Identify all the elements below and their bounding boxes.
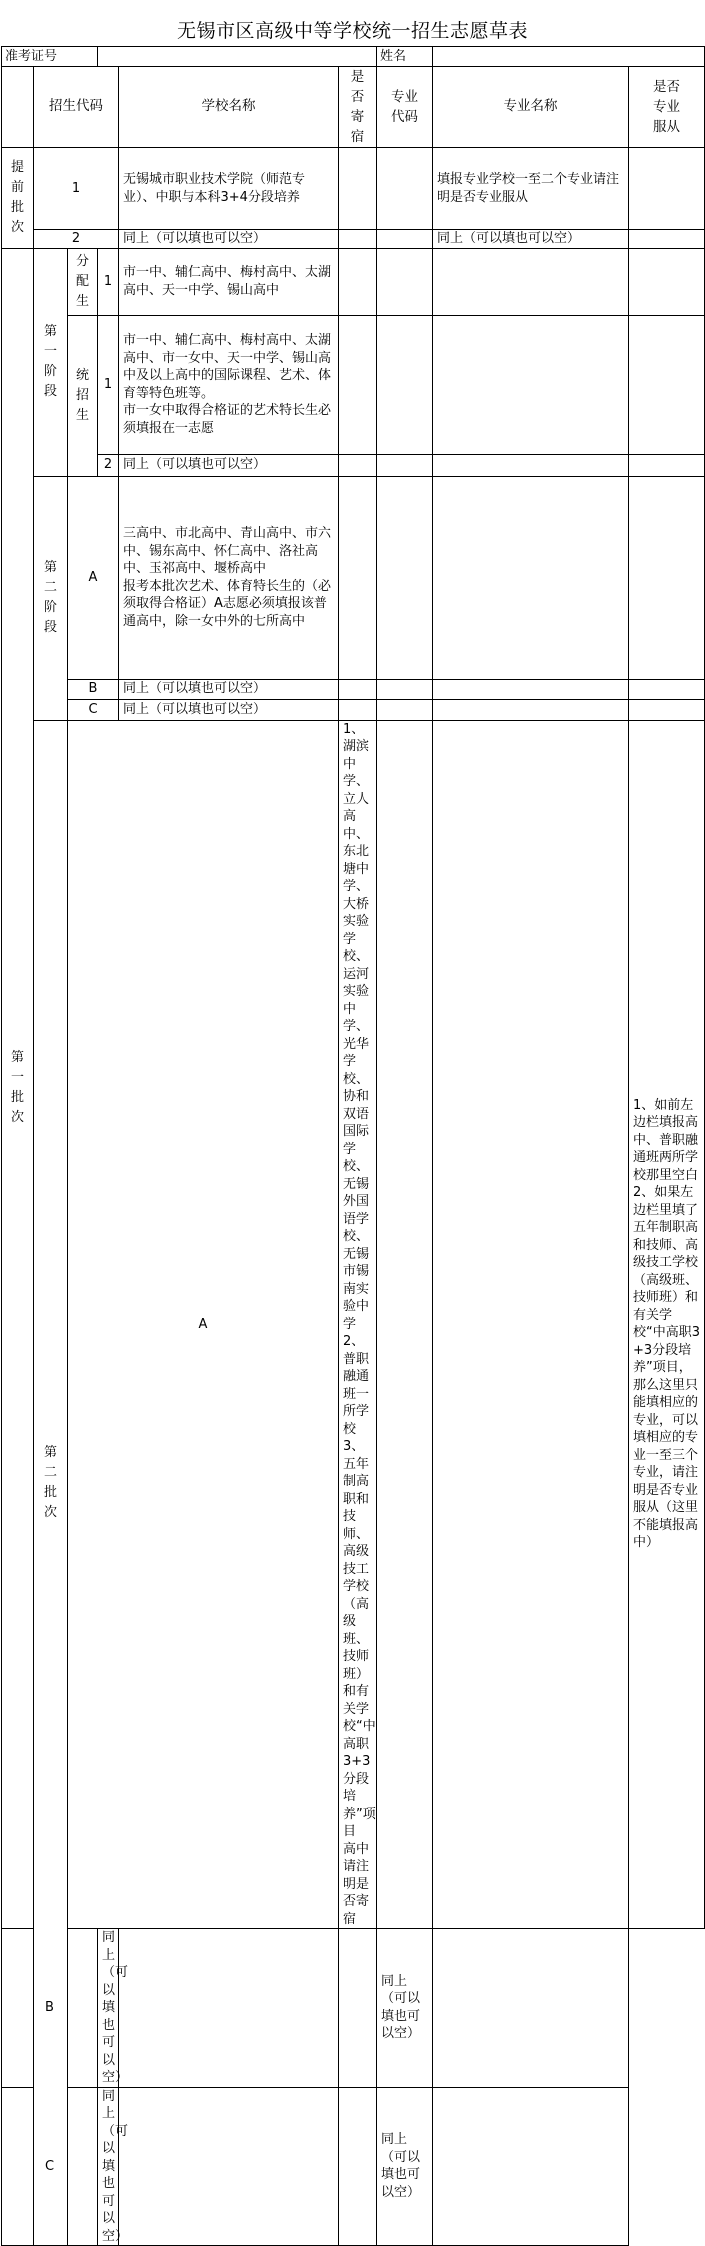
boarding-cell[interactable] [119,1929,339,2088]
boarding-cell[interactable] [119,2087,339,2246]
batch2-a-school-line-2: 2、普职融通班一所学校 [343,1334,370,1437]
batch2-a-school-line-4: 高中请注明是否寄宿 [343,1841,370,1927]
exam-id-label: 准考证号 [2,47,98,67]
obey-cell[interactable] [433,1929,629,2088]
batch1-tongzhao-row [2,315,705,454]
batch1-fenpei-row [2,248,705,315]
batch2-c-school[interactable]: 同上（可以填也可以空） [98,2087,119,2246]
batch2-c-code: C [2,2087,98,2246]
tongzhao-code: 1 [98,315,119,454]
header-school: 学校名称 [119,67,339,148]
boarding-cell[interactable] [339,148,377,230]
batch2-a-code: A [68,720,339,1929]
obey-cell[interactable] [433,2087,629,2246]
tongzhao-school-2[interactable]: 同上（可以填也可以空） [119,454,339,476]
early-major-2[interactable]: 同上（可以填也可以空） [433,230,629,249]
header-boarding: 是 否 寄 宿 [339,67,377,148]
boarding-cell[interactable] [339,679,377,699]
batch1-tongzhao-row-2 [2,454,705,476]
tongzhao-school-note: 市一女中取得合格证的艺术特长生必须填报在一志愿 [123,403,332,436]
obey-cell[interactable] [629,248,705,315]
stage2-c-code: C [68,699,119,720]
batch2-b-major[interactable]: 同上（可以填也可以空） [377,1929,433,2088]
early-school-2[interactable]: 同上（可以填也可以空） [119,230,339,249]
batch2-b-row [2,1929,705,2088]
major-code-cell[interactable] [377,230,433,249]
stage2-b-row [2,679,705,699]
stage1-label: 第 一 阶 段 [34,248,68,476]
obey-cell[interactable] [629,679,705,699]
major-code-cell[interactable] [433,720,629,1929]
boarding-cell[interactable] [339,230,377,249]
batch2-a-major-line-2: 2、如果左边栏里填了五年制职高和技师、高级技工学校（高级班、技师班）和有关学校“中高职3+3分段培养”项目，那么这里只能填相应的专业，可以填相应的专业一至三个专业，请注明是否专业服从（这里不能填报高中） [633,1185,701,1551]
batch2-a-school-line-1: 1、湖滨中学、立人高中、东北塘中学、大桥实验学校、运河实验中学、光华学校、协和双语国际学校、无锡外国语学校、无锡市锡南实验中学 [343,721,370,1332]
major-code-cell[interactable] [377,476,433,679]
obey-cell[interactable] [629,454,705,476]
major-name-cell[interactable] [433,315,629,454]
major-name-cell[interactable] [433,476,629,679]
stage2-c-row [2,699,705,720]
fenpei-code: 1 [98,248,119,315]
tongzhao-label: 统 招 生 [68,315,98,476]
header-row [2,67,705,148]
major-code-cell[interactable] [377,454,433,476]
header-code: 招生代码 [34,67,119,148]
major-code-cell[interactable] [377,315,433,454]
early-code-2: 2 [34,230,119,249]
form-title: 无锡市区高级中等学校统一招生志愿草表 [176,20,528,42]
major-code-cell[interactable] [339,2087,377,2246]
name-field[interactable] [433,47,705,67]
obey-cell[interactable] [629,148,705,230]
batch2-c-row [2,2087,705,2246]
header-blank [2,67,34,148]
boarding-cell[interactable] [339,476,377,679]
major-name-cell[interactable] [433,454,629,476]
boarding-cell[interactable] [339,248,377,315]
boarding-cell[interactable] [339,699,377,720]
early-row-1 [2,148,705,230]
header-major-code: 专业 代码 [377,67,433,148]
fenpei-label: 分 配 生 [68,248,98,315]
header-obey: 是否 专业 服从 [629,67,705,148]
fenpei-school[interactable]: 市一中、辅仁高中、梅村高中、太湖高中、天一中学、锡山高中 [119,248,339,315]
major-code-cell[interactable] [377,148,433,230]
batch2-a-major[interactable] [629,720,705,1929]
obey-cell[interactable] [629,315,705,454]
early-school-1[interactable]: 无锡城市职业技术学院（师范专业）、中职与本科3+4分段培养 [119,148,339,230]
major-name-cell[interactable] [433,679,629,699]
batch2-label: 第 二 批 次 [34,720,68,2246]
application-form-table [1,46,705,2246]
name-label: 姓名 [377,47,433,67]
boarding-cell[interactable] [377,720,433,1929]
exam-id-field[interactable] [98,47,377,67]
early-major-1[interactable]: 填报专业学校一至二个专业请注明是否专业服从 [433,148,629,230]
batch2-b-code: B [2,1929,98,2088]
batch2-a-row [2,720,705,1929]
batch2-a-major-line-1: 1、如前左边栏填报高中、普职融通班两所学校那里空白 [633,1097,699,1183]
major-code-cell[interactable] [377,699,433,720]
tongzhao-school-list: 市一中、辅仁高中、梅村高中、太湖高中、市一女中、天一中学、锡山高中及以上高中的国际课程、艺术、体育等特色班等。 [123,333,332,401]
candidate-info-row [2,47,705,67]
stage2-b-code: B [68,679,119,699]
stage2-b-school[interactable]: 同上（可以填也可以空） [119,679,339,699]
batch2-a-school[interactable] [339,720,377,1929]
stage2-a-row [2,476,705,679]
major-name-cell[interactable] [433,699,629,720]
batch2-c-major[interactable]: 同上（可以填也可以空） [377,2087,433,2246]
major-code-cell[interactable] [339,1929,377,2088]
early-batch-label: 提 前 批 次 [2,148,34,249]
stage2-label: 第 二 阶 段 [34,476,68,720]
boarding-cell[interactable] [339,454,377,476]
header-major-name: 专业名称 [433,67,629,148]
major-code-cell[interactable] [377,248,433,315]
stage2-a-school[interactable] [119,476,339,679]
obey-cell[interactable] [629,699,705,720]
batch2-b-school[interactable]: 同上（可以填也可以空） [98,1929,119,2088]
stage2-a-code: A [68,476,119,679]
obey-cell[interactable] [629,476,705,679]
stage2-a-school-note: 报考本批次艺术、体育特长生的（必须取得合格证）A志愿必须填报该普通高中，除一女中外的七所高中 [123,578,332,629]
major-code-cell[interactable] [377,679,433,699]
batch1-label: 第 一 批 次 [2,248,34,1929]
major-name-cell[interactable] [433,248,629,315]
stage2-a-school-list: 三高中、市北高中、青山高中、市六中、锡东高中、怀仁高中、洛社高中、玉祁高中、堰桥高中 [123,526,332,576]
stage2-c-school[interactable]: 同上（可以填也可以空） [119,699,339,720]
obey-cell[interactable] [629,230,705,249]
batch2-a-school-line-3: 3、五年制高职和技师、高级技工学校（高级班、技师班）和有关学校“中高职3+3分段培养”项目 [343,1439,376,1839]
tongzhao-school[interactable] [119,315,339,454]
early-code-1: 1 [34,148,119,230]
early-row-2 [2,230,705,249]
tongzhao-code-2: 2 [98,454,119,476]
boarding-cell[interactable] [339,315,377,454]
